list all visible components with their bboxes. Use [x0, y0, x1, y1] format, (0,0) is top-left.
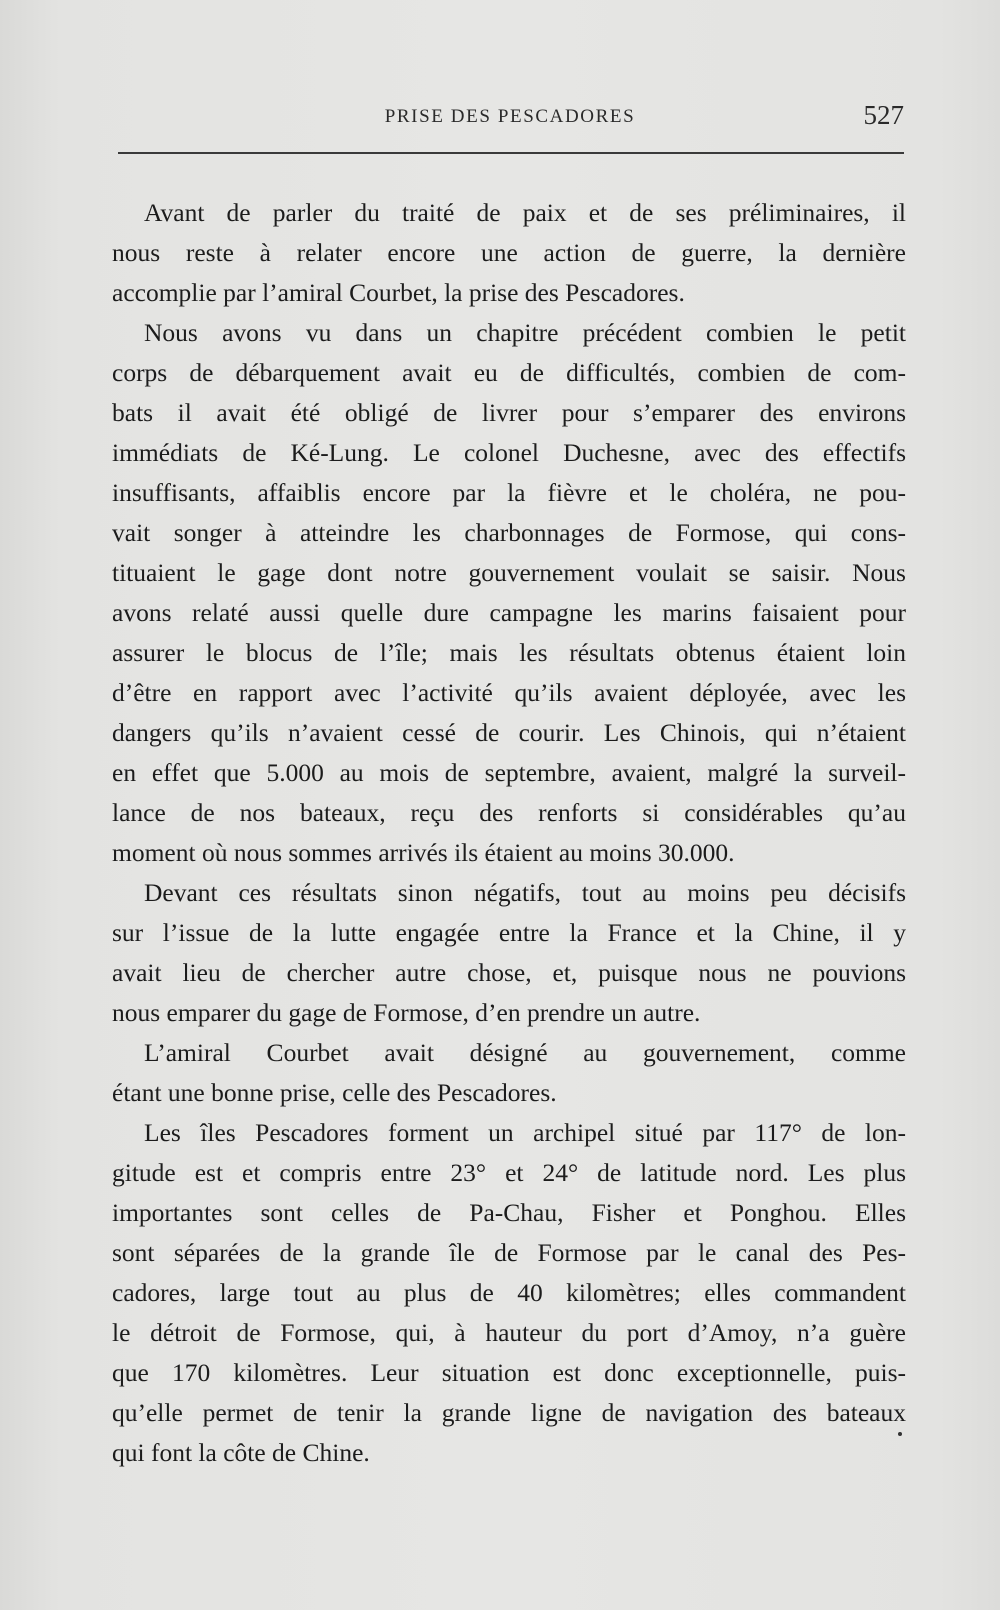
paragraph-2	[112, 313, 906, 873]
header-rule	[118, 152, 904, 154]
paragraph-4	[112, 1033, 906, 1113]
body-text	[112, 193, 906, 1473]
text-line: tituaient le gage dont notre gouvernement voulait se saisir. Nous	[112, 558, 906, 587]
text-line: sont séparées de la grande île de Formose par le canal des Pes-	[112, 1238, 906, 1267]
text-line: cadores, large tout au plus de 40 kilomètres; elles commandent	[112, 1278, 906, 1307]
running-title: PRISE DES PESCADORES	[384, 106, 636, 127]
text-line: assurer le blocus de l’île; mais les résultats obtenus étaient loin	[112, 638, 906, 667]
text-line: dangers qu’ils n’avaient cessé de courir. Les Chinois, qui n’étaient	[112, 718, 906, 747]
ink-speck	[898, 1432, 902, 1436]
text-line: avait lieu de chercher autre chose, et, puisque nous ne pouvions	[112, 958, 906, 987]
text-line: accomplie par l’amiral Courbet, la prise des Pescadores.	[112, 278, 685, 307]
paragraph-1	[112, 193, 906, 313]
text-line: lance de nos bateaux, reçu des renforts si considérables qu’au	[112, 798, 906, 827]
text-line: le détroit de Formose, qui, à hauteur du port d’Amoy, n’a guère	[112, 1318, 906, 1347]
text-line: nous reste à relater encore une action de guerre, la dernière	[112, 238, 906, 267]
text-line: Avant de parler du traité de paix et de ses préliminaires, il	[144, 198, 906, 227]
paragraph-5	[112, 1113, 906, 1473]
text-line: insuffisants, affaiblis encore par la fièvre et le choléra, ne pou-	[112, 478, 906, 507]
text-line: Nous avons vu dans un chapitre précédent combien le petit	[144, 318, 906, 347]
text-line: avons relaté aussi quelle dure campagne les marins faisaient pour	[112, 598, 906, 627]
text-line: que 170 kilomètres. Leur situation est donc exceptionnelle, puis-	[112, 1358, 906, 1387]
text-line: Les îles Pescadores forment un archipel situé par 117° de lon-	[144, 1118, 906, 1147]
text-line: qui font la côte de Chine.	[112, 1438, 370, 1467]
text-line: qu’elle permet de tenir la grande ligne de navigation des bateaux	[112, 1398, 906, 1427]
text-line: en effet que 5.000 au mois de septembre, avaient, malgré la surveil-	[112, 758, 906, 787]
text-line: étant une bonne prise, celle des Pescadores.	[112, 1078, 557, 1107]
text-line: nous emparer du gage de Formose, d’en prendre un autre.	[112, 998, 701, 1027]
text-line: d’être en rapport avec l’activité qu’ils avaient déployée, avec les	[112, 678, 906, 707]
text-line: moment où nous sommes arrivés ils étaient au moins 30.000.	[112, 838, 735, 867]
page-number: 527	[863, 100, 904, 130]
text-line: importantes sont celles de Pa-Chau, Fisher et Ponghou. Elles	[112, 1198, 906, 1227]
text-line: vait songer à atteindre les charbonnages de Formose, qui cons-	[112, 518, 906, 547]
text-line: bats il avait été obligé de livrer pour s’emparer des environs	[112, 398, 906, 427]
text-line: gitude est et compris entre 23° et 24° de latitude nord. Les plus	[112, 1158, 906, 1187]
paragraph-3	[112, 873, 906, 1033]
text-line: Devant ces résultats sinon négatifs, tout au moins peu décisifs	[144, 878, 906, 907]
text-line: immédiats de Ké-Lung. Le colonel Duchesne, avec des effectifs	[112, 438, 906, 467]
text-line: sur l’issue de la lutte engagée entre la France et la Chine, il y	[112, 918, 906, 947]
text-line: L’amiral Courbet avait désigné au gouvernement, comme	[144, 1038, 906, 1067]
running-head	[116, 98, 904, 138]
text-line: corps de débarquement avait eu de difficultés, combien de com-	[112, 358, 906, 387]
